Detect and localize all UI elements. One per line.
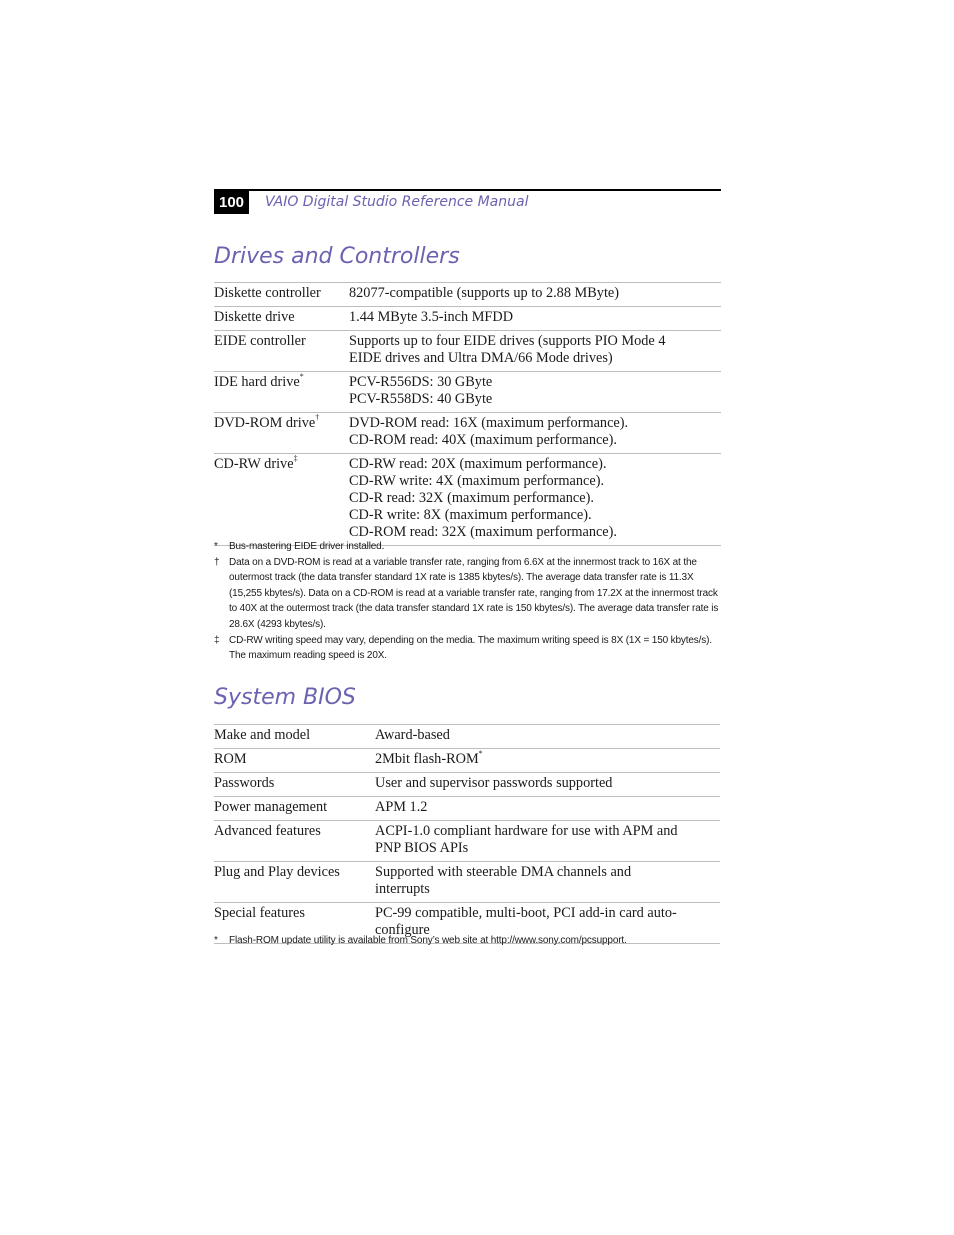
spec-value-cell: [375, 821, 720, 862]
spec-value-cell: [349, 307, 721, 331]
spec-label: Make and model: [214, 727, 311, 743]
spec-row: [214, 821, 720, 862]
spec-label-cell: [214, 454, 349, 546]
spec-row: [214, 413, 721, 454]
spec-value-line: 1.44 MByte 3.5-inch MFDD: [349, 309, 514, 325]
spec-label-cell: [214, 725, 375, 749]
spec-value-line: interrupts: [375, 881, 430, 897]
spec-value-cell: [375, 773, 720, 797]
spec-label: Diskette controller: [214, 285, 321, 301]
spec-value-line: CD-RW write: 4X (maximum performance).: [349, 473, 605, 489]
spec-value-line: CD-RW read: 20X (maximum performance).: [349, 456, 607, 472]
spec-label-cell: [214, 797, 375, 821]
spec-label-cell: [214, 773, 375, 797]
header-rule: [214, 189, 721, 191]
spec-value-cell: [375, 797, 720, 821]
footnote-text: Flash-ROM update utility is available from Sony’s web site at http://www.sony.com/pcsupport.: [229, 935, 627, 946]
spec-row: [214, 797, 720, 821]
page-number: 100: [214, 191, 249, 214]
spec-value-cell: [349, 283, 721, 307]
footnote-mark: *: [214, 935, 218, 946]
footnote-mark: ‡: [214, 634, 220, 646]
spec-row: [214, 307, 721, 331]
drives-spec-table: [214, 282, 721, 546]
spec-value-line: PC-99 compatible, multi-boot, PCI add-in card auto-: [375, 905, 677, 921]
footnote: [214, 555, 721, 633]
spec-value-cell: [349, 331, 721, 372]
spec-label: EIDE controller: [214, 333, 306, 349]
footnote-mark: *: [214, 541, 218, 552]
spec-value-line: Supported with steerable DMA channels and: [375, 864, 632, 880]
spec-value-line: DVD-ROM read: 16X (maximum performance).: [349, 415, 629, 431]
spec-label: IDE hard drive: [214, 374, 300, 390]
spec-value-line: ACPI-1.0 compliant hardware for use with APM and: [375, 823, 678, 839]
spec-value-line: 82077-compatible (supports up to 2.88 MByte): [349, 285, 620, 301]
spec-value-line: PCV-R558DS: 40 GByte: [349, 391, 493, 407]
footnote-marker: †: [315, 413, 320, 423]
spec-label: CD-RW drive: [214, 456, 294, 472]
spec-label: Power management: [214, 799, 328, 815]
spec-value-line: User and supervisor passwords supported: [375, 775, 613, 791]
spec-value-line: CD-ROM read: 40X (maximum performance).: [349, 432, 617, 448]
spec-label: Passwords: [214, 775, 275, 791]
running-title: VAIO Digital Studio Reference Manual: [265, 194, 529, 210]
spec-value-line: configure: [375, 922, 430, 938]
spec-row: [214, 283, 721, 307]
section-title-drives: Drives and Controllers: [214, 244, 460, 269]
footnote-marker: *: [478, 749, 483, 759]
spec-value-cell: [375, 725, 720, 749]
spec-label-cell: [214, 372, 349, 413]
footnote: [214, 633, 721, 664]
spec-value-cell: [349, 372, 721, 413]
spec-label: DVD-ROM drive: [214, 415, 316, 431]
footnote-text: CD-RW writing speed may vary, depending on the media. The maximum writing speed is 8X (1X = 150 kbytes/s). The maximum reading speed is 20X.: [229, 634, 712, 662]
spec-label-cell: [214, 862, 375, 903]
footnote-marker: ‡: [293, 454, 298, 464]
footnote-mark: †: [214, 556, 220, 568]
spec-label-cell: [214, 331, 349, 372]
spec-label: Diskette drive: [214, 309, 295, 325]
spec-value-line: EIDE drives and Ultra DMA/66 Mode drives): [349, 350, 613, 366]
section-title-bios: System BIOS: [214, 685, 356, 710]
spec-value-line: Award-based: [375, 727, 450, 743]
spec-row: [214, 725, 720, 749]
footnote: [214, 933, 721, 949]
spec-row: [214, 749, 720, 773]
spec-row: [214, 372, 721, 413]
footnote: [214, 539, 721, 555]
spec-label-cell: [214, 307, 349, 331]
spec-label: Plug and Play devices: [214, 864, 340, 880]
footnote-text: Bus-mastering EIDE driver installed.: [229, 541, 385, 552]
spec-row: [214, 331, 721, 372]
spec-label-cell: [214, 749, 375, 773]
spec-row: [214, 862, 720, 903]
spec-value-line: CD-R read: 32X (maximum performance).: [349, 490, 594, 506]
spec-value-line: APM 1.2: [375, 799, 428, 815]
bios-spec-table: [214, 724, 720, 944]
spec-label: Advanced features: [214, 823, 321, 839]
spec-value-line: CD-ROM read: 32X (maximum performance).: [349, 524, 617, 540]
bios-footnotes: [214, 933, 721, 949]
footnote-text: Data on a DVD-ROM is read at a variable transfer rate, ranging from 6.6X at the innermost track to 16X at the outermost track (the data transfer standard 1X rate is 1385 kbytes/s). The average data transfer rate is 11.3X (15,255 kbytes/s). Data on a CD-ROM is read at a variable transfer rate, ranging from 17.2X at the innermost track to 40X at the outermost track (the data transfer standard 1X rate is 150 kbytes/s). The average data transfer rate is 28.6X (4293 kbytes/s).: [229, 556, 719, 630]
footnote-marker: *: [299, 372, 304, 382]
spec-value-cell: [375, 749, 720, 773]
spec-value-cell: [349, 454, 721, 546]
spec-value-cell: [349, 413, 721, 454]
spec-value-cell: [375, 862, 720, 903]
spec-label: Special features: [214, 905, 305, 921]
spec-value-line: CD-R write: 8X (maximum performance).: [349, 507, 592, 523]
spec-row: [214, 454, 721, 546]
spec-label-cell: [214, 821, 375, 862]
spec-value-line: PNP BIOS APIs: [375, 840, 469, 856]
spec-value-line: PCV-R556DS: 30 GByte: [349, 374, 493, 390]
drives-footnotes: [214, 539, 721, 664]
spec-label-cell: [214, 283, 349, 307]
spec-label: ROM: [214, 751, 247, 767]
spec-value-line: Supports up to four EIDE drives (supports PIO Mode 4: [349, 333, 666, 349]
spec-value-line: 2Mbit flash-ROM*: [375, 749, 483, 767]
spec-label-cell: [214, 413, 349, 454]
spec-row: [214, 773, 720, 797]
